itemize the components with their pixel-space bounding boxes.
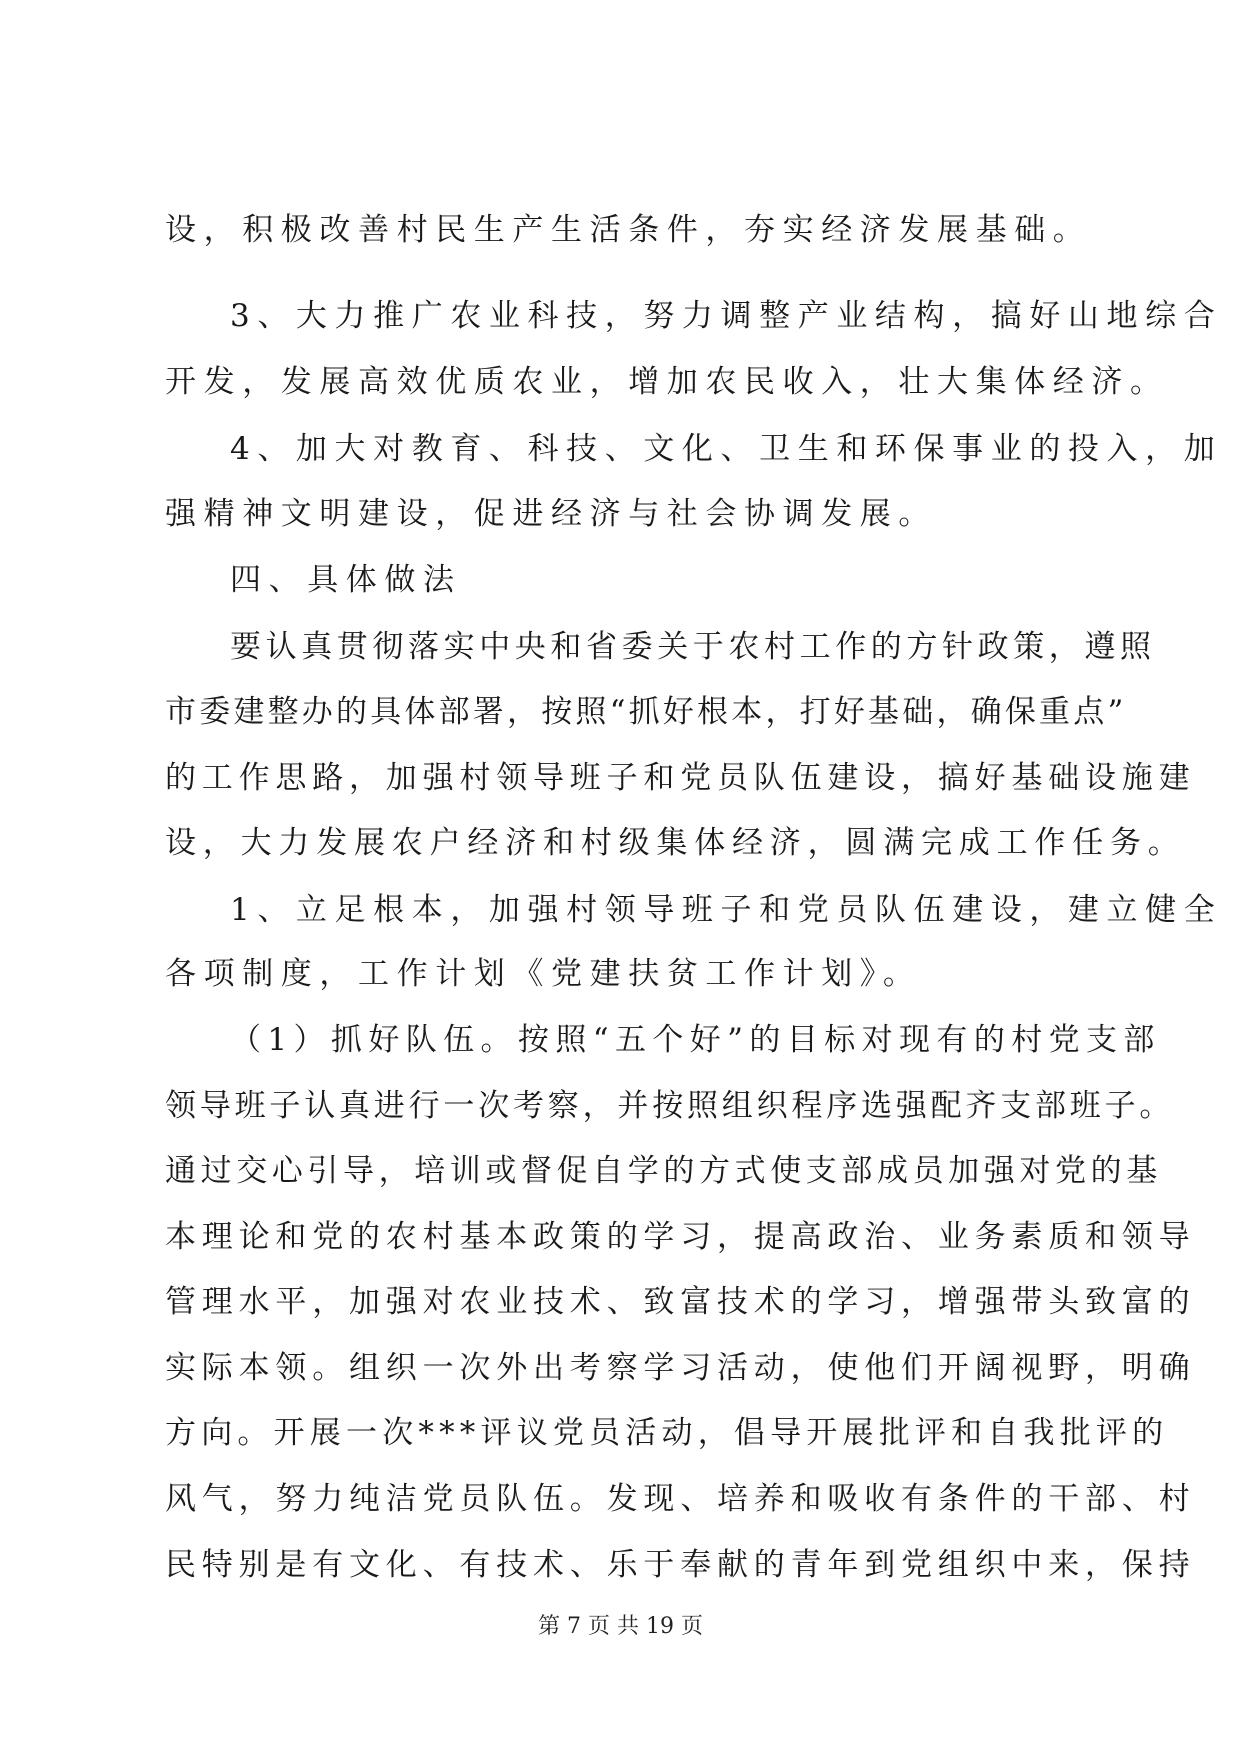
text-line: 市委建整办的具体部署，按照“抓好根本，打好基础，确保重点”	[165, 694, 1127, 730]
text-line: 风气，努力纯洁党员队伍。发现、培养和吸收有条件的干部、村	[165, 1481, 1196, 1517]
text-line: 实际本领。组织一次外出考察学习活动，使他们开阔视野，明确	[165, 1350, 1196, 1386]
text-line: 领导班子认真进行一次考察，并按照组织程序选强配齐支部班子。	[165, 1088, 1175, 1124]
text-line: 本理论和党的农村基本政策的学习，提高政治、业务素质和领导	[165, 1219, 1196, 1255]
text-line: 的工作思路，加强村领导班子和党员队伍建设，搞好基础设施建	[165, 760, 1196, 796]
text-line: 各项制度，工作计划《党建扶贫工作计划》。	[165, 956, 922, 992]
text-line: 民特别是有文化、有技术、乐于奉献的青年到党组织中来，保持	[165, 1547, 1196, 1583]
section-heading: 四、具体做法	[230, 562, 462, 598]
text-line: 设，大力发展农户经济和村级集体经济，圆满完成工作任务。	[165, 825, 1186, 861]
text-line: 4、加大对教育、科技、文化、卫生和环保事业的投入，加	[230, 431, 1223, 467]
text-line: （1）抓好队伍。按照“五个好”的目标对现有的村党支部	[230, 1022, 1161, 1058]
text-line: 1、立足根本，加强村领导班子和党员队伍建设，建立健全	[230, 892, 1223, 928]
text-line: 设，积极改善村民生产生活条件，夯实经济发展基础。	[165, 212, 1092, 248]
text-line: 管理水平，加强对农业技术、致富技术的学习，增强带头致富的	[165, 1284, 1196, 1320]
text-line: 通过交心引导，培训或督促自学的方式使支部成员加强对党的基	[165, 1153, 1162, 1189]
page-number-footer: 第 7 页 共 19 页	[538, 1614, 703, 1639]
text-line: 要认真贯彻落实中央和省委关于农村工作的方针政策，遵照	[230, 629, 1156, 665]
text-line: 3、大力推广农业科技，努力调整产业结构，搞好山地综合	[230, 298, 1223, 334]
text-line: 方向。开展一次***评议党员活动，倡导开展批评和自我批评的	[165, 1415, 1169, 1451]
text-line: 强精神文明建设，促进经济与社会协调发展。	[165, 496, 937, 532]
text-line: 开发，发展高效优质农业，增加农民收入，壮大集体经济。	[165, 364, 1169, 400]
